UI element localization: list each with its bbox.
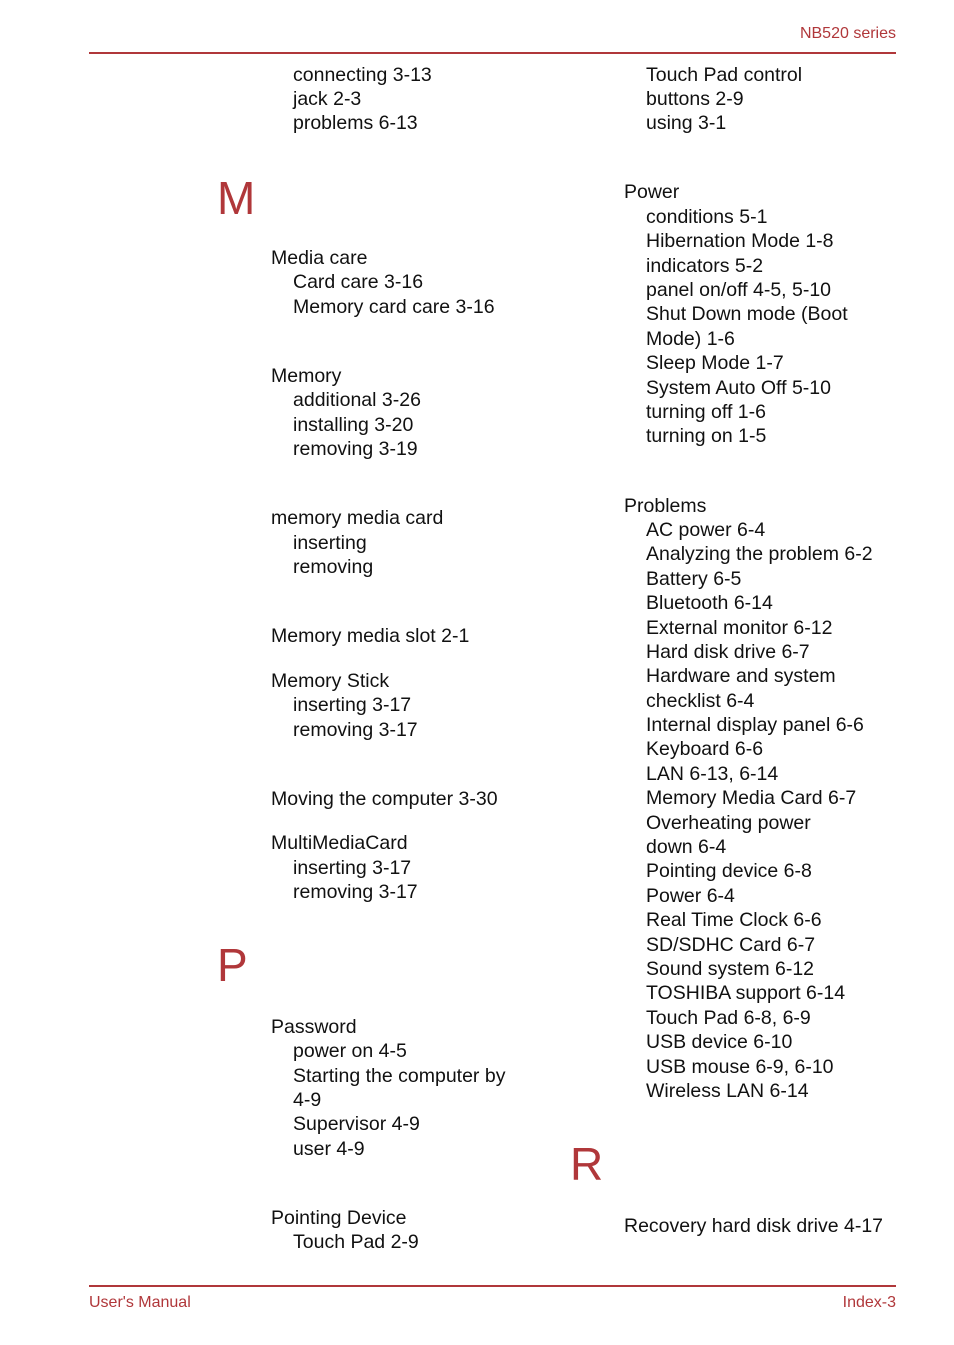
index-subentry: 4-9: [293, 1089, 322, 1111]
index-subentry: Memory Media Card 6-7: [646, 787, 857, 809]
index-subentry: using 3-1: [646, 112, 727, 134]
index-subentry: Overheating power: [646, 812, 811, 834]
index-entry-media-care: Media care: [271, 247, 368, 269]
index-entry-memory-media-slot: Memory media slot 2-1: [271, 625, 470, 647]
index-subentry: removing: [293, 556, 374, 578]
index-subentry: indicators 5-2: [646, 255, 764, 277]
index-subentry: Hardware and system: [646, 665, 836, 687]
index-subentry: problems 6-13: [293, 112, 418, 134]
index-subentry: AC power 6-4: [646, 519, 766, 541]
index-subentry: Keyboard 6-6: [646, 738, 764, 760]
index-subentry: conditions 5-1: [646, 206, 768, 228]
index-subentry: removing 3-17: [293, 719, 418, 741]
index-subentry: inserting: [293, 532, 367, 554]
index-entry-recovery: Recovery hard disk drive 4-17: [624, 1215, 884, 1237]
index-subentry: Internal display panel 6-6: [646, 714, 864, 736]
letter-heading-p: P: [217, 939, 248, 991]
index-entry-memory-stick: Memory Stick: [271, 670, 390, 692]
index-subentry: Sleep Mode 1-7: [646, 352, 784, 374]
index-entry-multimediacard: MultiMediaCard: [271, 832, 408, 854]
footer-page-number: Index-3: [842, 1294, 896, 1311]
index-subentry: removing 3-17: [293, 881, 418, 903]
footer-manual-title: User's Manual: [89, 1294, 191, 1311]
index-subentry: Shut Down mode (Boot: [646, 303, 848, 325]
index-subentry: Touch Pad 6-8, 6-9: [646, 1007, 811, 1029]
index-entry-power: Power: [624, 181, 680, 203]
index-subentry: External monitor 6-12: [646, 617, 833, 639]
letter-heading-m: M: [217, 172, 256, 224]
index-subentry: down 6-4: [646, 836, 727, 858]
index-subentry: Power 6-4: [646, 885, 735, 907]
index-subentry: Card care 3-16: [293, 271, 424, 293]
index-subentry: Pointing device 6-8: [646, 860, 812, 882]
index-subentry: Bluetooth 6-14: [646, 592, 773, 614]
index-subentry: LAN 6-13, 6-14: [646, 763, 779, 785]
index-subentry: Hard disk drive 6-7: [646, 641, 810, 663]
index-subentry: Battery 6-5: [646, 568, 742, 590]
index-subentry: Supervisor 4-9: [293, 1113, 420, 1135]
index-entry-problems: Problems: [624, 495, 707, 517]
index-subentry: Sound system 6-12: [646, 958, 815, 980]
index-subentry: turning off 1-6: [646, 401, 766, 423]
index-subentry: TOSHIBA support 6-14: [646, 982, 846, 1004]
index-subentry: panel on/off 4-5, 5-10: [646, 279, 832, 301]
index-subentry: Real Time Clock 6-6: [646, 909, 822, 931]
index-subentry: user 4-9: [293, 1138, 365, 1160]
footer-rule: [89, 1285, 896, 1287]
index-subentry: additional 3-26: [293, 389, 421, 411]
index-subentry: jack 2-3: [293, 88, 362, 110]
index-subentry: Touch Pad 2-9: [293, 1231, 419, 1253]
header-title: NB520 series: [799, 25, 896, 42]
index-subentry: inserting 3-17: [293, 694, 412, 716]
index-subentry: buttons 2-9: [646, 88, 744, 110]
header-rule: [89, 52, 896, 54]
index-entry-pointing-device: Pointing Device: [271, 1207, 407, 1229]
index-subentry: USB mouse 6-9, 6-10: [646, 1056, 834, 1078]
index-subentry: turning on 1-5: [646, 425, 767, 447]
index-subentry: Starting the computer by: [293, 1065, 506, 1087]
index-subentry: installing 3-20: [293, 414, 414, 436]
index-subentry: removing 3-19: [293, 438, 418, 460]
index-entry-moving: Moving the computer 3-30: [271, 788, 498, 810]
index-entry-memory: Memory: [271, 365, 342, 387]
index-subentry: Memory card care 3-16: [293, 296, 495, 318]
index-subentry: power on 4-5: [293, 1040, 407, 1062]
index-subentry: checklist 6-4: [646, 690, 755, 712]
index-entry-password: Password: [271, 1016, 357, 1038]
index-subentry: SD/SDHC Card 6-7: [646, 934, 816, 956]
index-subentry: connecting 3-13: [293, 64, 432, 86]
index-subentry: Wireless LAN 6-14: [646, 1080, 809, 1102]
index-entry-memory-media-card: memory media card: [271, 507, 444, 529]
index-subentry: Mode) 1-6: [646, 328, 735, 350]
index-subentry: Analyzing the problem 6-2: [646, 543, 873, 565]
index-subentry: inserting 3-17: [293, 857, 412, 879]
index-subentry: Hibernation Mode 1-8: [646, 230, 834, 252]
index-subentry: Touch Pad control: [646, 64, 803, 86]
index-subentry: USB device 6-10: [646, 1031, 793, 1053]
index-subentry: System Auto Off 5-10: [646, 377, 831, 399]
letter-heading-r: R: [570, 1138, 604, 1190]
